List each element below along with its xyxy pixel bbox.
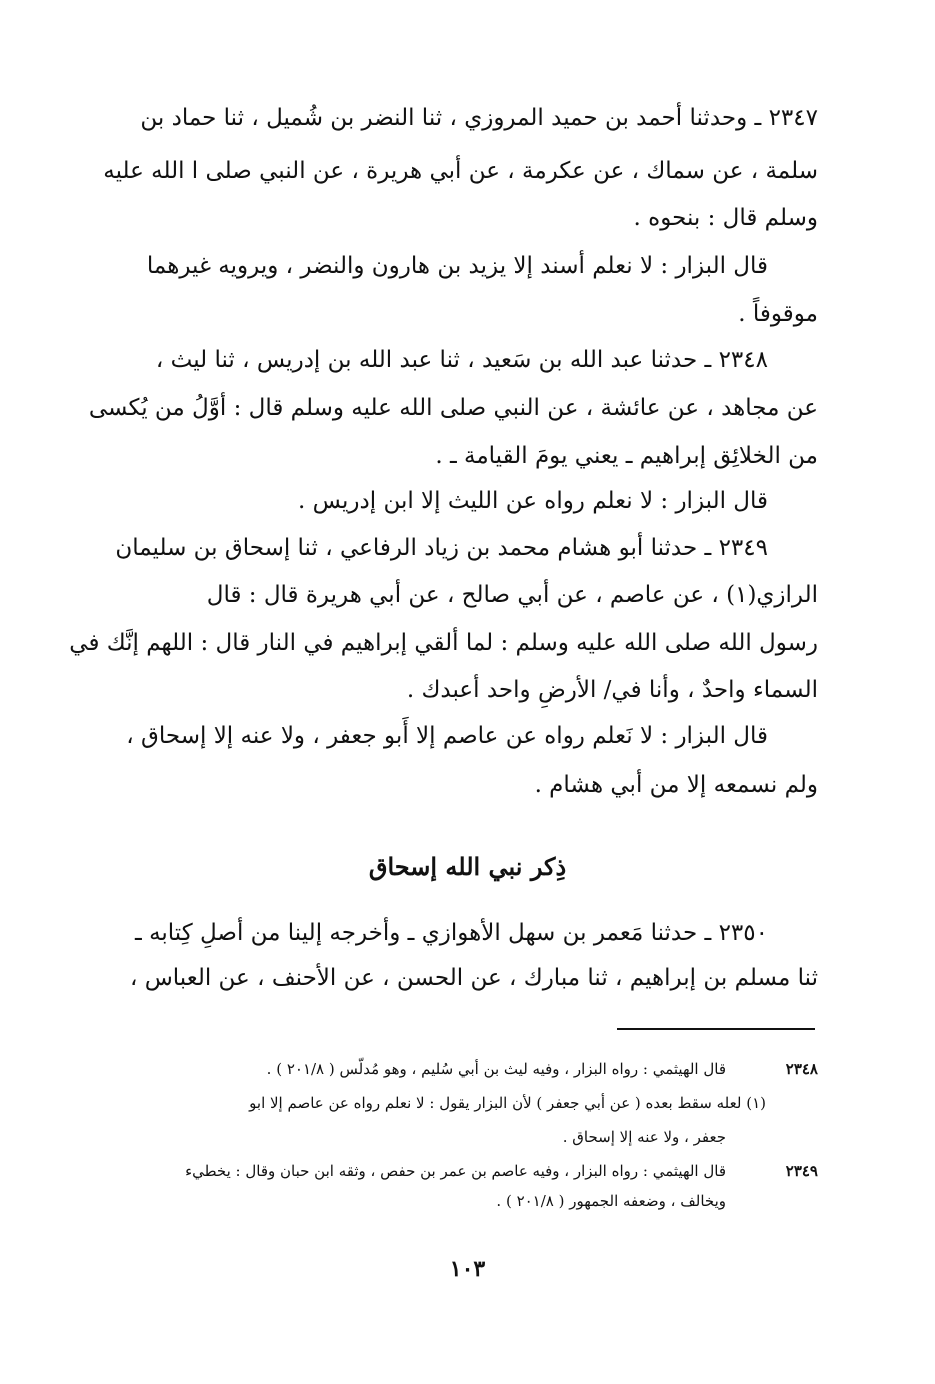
text-line-13: السماء واحدٌ ، وأنا في/ الأرضِ واحد أعبدك . — [406, 677, 818, 703]
text-line-7: عن مجاهد ، عن عائشة ، عن النبي صلى الله عليه وسلم قال : أوَّلُ من يُكسى — [88, 395, 818, 421]
text-line-5: موقوفاً . — [738, 301, 818, 327]
footnote-ref-2348: ٢٣٤٨ — [785, 1060, 818, 1078]
footnote-2349-line-2: ويخالف ، وضعفه الجمهور ( ٢٠١/٨ ) . — [496, 1192, 726, 1210]
text-line-12: رسول الله صلى الله عليه وسلم : لما ألقي إبراهيم في النار قال : اللهم إنَّك في — [69, 630, 818, 656]
text-line-17: ثنا مسلم بن إبراهيم ، ثنا مبارك ، عن الحسن ، عن الأحنف ، عن العباس ، — [129, 965, 818, 991]
section-heading: ذِكر نبي الله إسحاق — [368, 852, 567, 881]
text-line-3: وسلم قال : بنحوه . — [633, 205, 818, 231]
footnote-2349-line-1: قال الهيثمي : رواه البزار ، وفيه عاصم بن عمر بن حفص ، وثقه ابن حبان وقال : يخطيء — [185, 1162, 726, 1180]
text-line-15: ولم نسمعه إلا من أبي هشام . — [534, 772, 818, 798]
text-line-4: قال البزار : لا نعلم أسند إلا يزيد بن هارون والنضر ، ويرويه غيرهما — [146, 253, 768, 279]
text-line-10: ٢٣٤٩ ـ حدثنا أبو هشام محمد بن زياد الرفاعي ، ثنا إسحاق بن سليمان — [115, 535, 768, 561]
text-line-2: سلمة ، عن سماك ، عن عكرمة ، عن أبي هريرة ، عن النبي صلى ا الله عليه — [103, 158, 818, 184]
text-line-1: ٢٣٤٧ ـ وحدثنا أحمد بن حميد المروزي ، ثنا النضر بن شُميل ، ثنا حماد بن — [140, 105, 818, 131]
text-line-9: قال البزار : لا نعلم رواه عن الليث إلا ابن إدريس . — [298, 488, 768, 514]
footnote-rule — [617, 1028, 815, 1030]
footnote-2348: قال الهيثمي : رواه البزار ، وفيه ليث بن أبي سُليم ، وهو مُدلّس ( ٢٠١/٨ ) . — [266, 1060, 726, 1078]
footnote-1-line-2: جعفر ، ولا عنه إلا إسحاق . — [562, 1128, 726, 1146]
text-line-11: الرازي(١) ، عن عاصم ، عن أبي صالح ، عن أبي هريرة قال : قال — [206, 582, 818, 608]
text-line-16: ٢٣٥٠ ـ حدثنا مَعمر بن سهل الأهوازي ـ وأخرجه إلينا من أصلِ كِتابه ـ — [135, 920, 768, 946]
text-line-14: قال البزار : لا نَعلم رواه عن عاصم إلا أَبو جعفر ، ولا عنه إلا إسحاق ، — [126, 723, 768, 749]
text-line-8: من الخلائِق إبراهيم ـ يعني يومَ القيامة ـ . — [435, 443, 818, 469]
footnote-1-line-1: (١) لعله سقط بعده ( عن أبي جعفر ) لأن البزار يقول : لا نعلم رواه عن عاصم إلا ابو — [249, 1094, 766, 1112]
footnote-ref-2349: ٢٣٤٩ — [785, 1162, 818, 1180]
text-line-6: ٢٣٤٨ ـ حدثنا عبد الله بن سَعيد ، ثنا عبد الله بن إدريس ، ثنا ليث ، — [155, 347, 768, 373]
page-number: ١٠٣ — [449, 1256, 486, 1282]
